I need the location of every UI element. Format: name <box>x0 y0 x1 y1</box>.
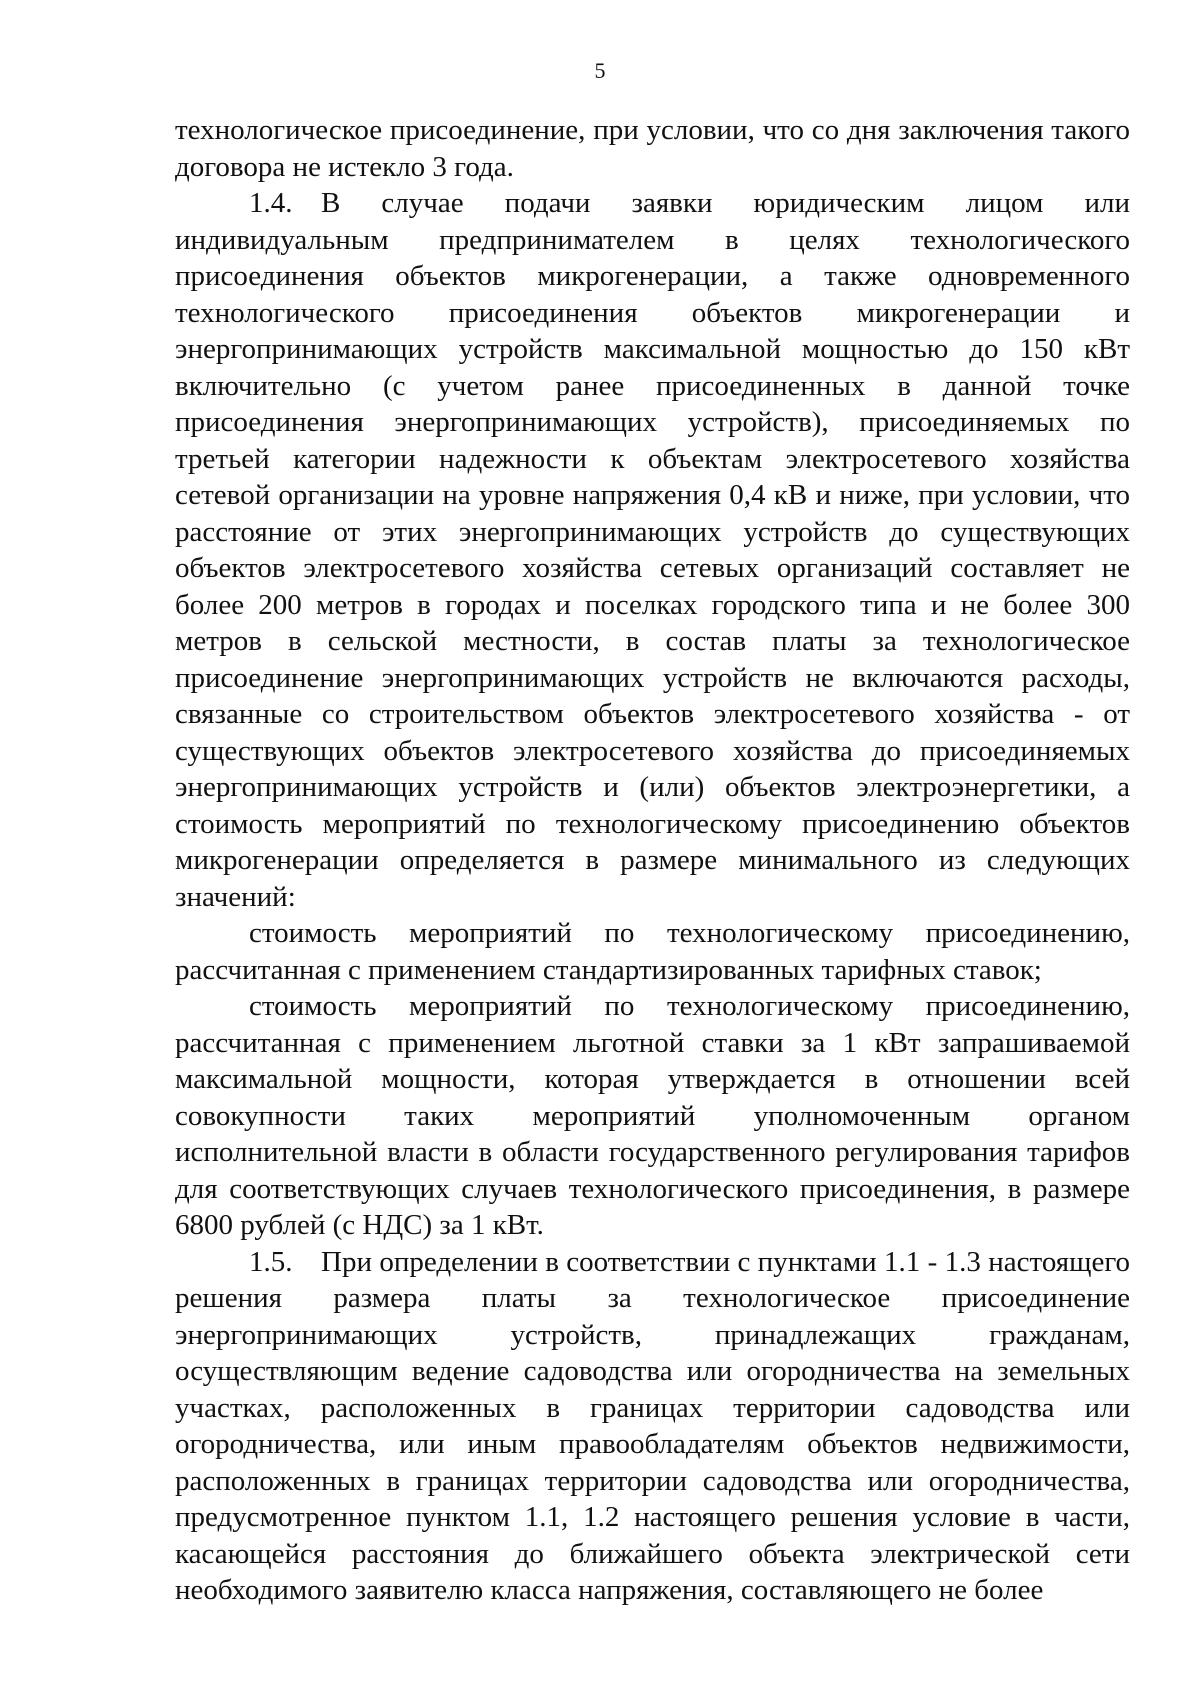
paragraph-text: технологическое присоединение, при условии, что со дня заключения такого договора не истекло 3 года. <box>175 114 1130 183</box>
page-number: 5 <box>594 58 606 83</box>
paragraph-text: стоимость мероприятий по технологическому присоединению, рассчитанная с применением льготной ставки за 1 кВт запрашиваемой максимальной мощности, которая утверждается в отношении всей совокупности таких мероприятий уполномоченным органом исполнительной власти в области государственного регулирования тарифов для соответствующих случаев технологического присоединения, в размере 6800 рублей (с НДС) за 1 кВт. <box>175 990 1130 1241</box>
paragraph-1-5 <box>175 1244 1130 1609</box>
paragraph-number: 1.5. <box>249 1245 293 1278</box>
paragraph-text: стоимость мероприятий по технологическому присоединению, рассчитанная с применением стандартизированных тарифных ставок; <box>175 917 1130 986</box>
paragraph-1-4 <box>175 185 1130 915</box>
paragraph-number: 1.4. <box>249 187 293 219</box>
paragraph-text: При определении в соответствии с пунктами 1.1 - 1.3 настоящего решения размера платы за технологическое присоединение энергопринимающих устройств, принадлежащих гражданам, осуществляющим ведение садоводства или огородничества на земельных участках, расположенных в границах территории садоводства или огородничества, или иным правообладателям объектов недвижимости, расположенных в границах территории садоводства или огородничества, предусмотренное пунктом 1.1, 1.2 настоящего решения условие в части, касающейся расстояния до ближайшего объекта электрической сети необходимого заявителю класса напряжения, составляющего не более <box>175 1245 1130 1606</box>
paragraph-continuation <box>175 112 1130 185</box>
paragraph-text: В случае подачи заявки юридическим лицом или индивидуальным предпринимателем в целях технологического присоединения объектов микрогенерации, а также одновременного технологического присоединения объектов микрогенерации и энергопринимающих устройств максимальной мощностью до 150 кВт включительно (с учетом ранее присоединенных в данной точке присоединения энергопринимающих устройств), присоединяемых по третьей категории надежности к объектам электросетевого хозяйства сетевой организации на уровне напряжения 0,4 кВ и ниже, при условии, что расстояние от этих энергопринимающих устройств до существующих объектов электросетевого хозяйства сетевых организаций составляет не более 200 метров в городах и поселках городского типа и не более 300 метров в сельской местности, в состав платы за технологическое присоединение энергопринимающих устройств не включаются расходы, связанные со строительством объектов электросетевого хозяйства - от существующих объектов электросетевого хозяйства до присоединяемых энергопринимающих устройств и (или) объектов электроэнергетики, а стоимость мероприятий по технологическому присоединению объектов микрогенерации определяется в размере минимального из следующих значений: <box>175 187 1130 913</box>
list-item-preferential-rate <box>175 988 1130 1244</box>
document-body <box>175 112 1130 1609</box>
list-item-standard-rates <box>175 915 1130 988</box>
